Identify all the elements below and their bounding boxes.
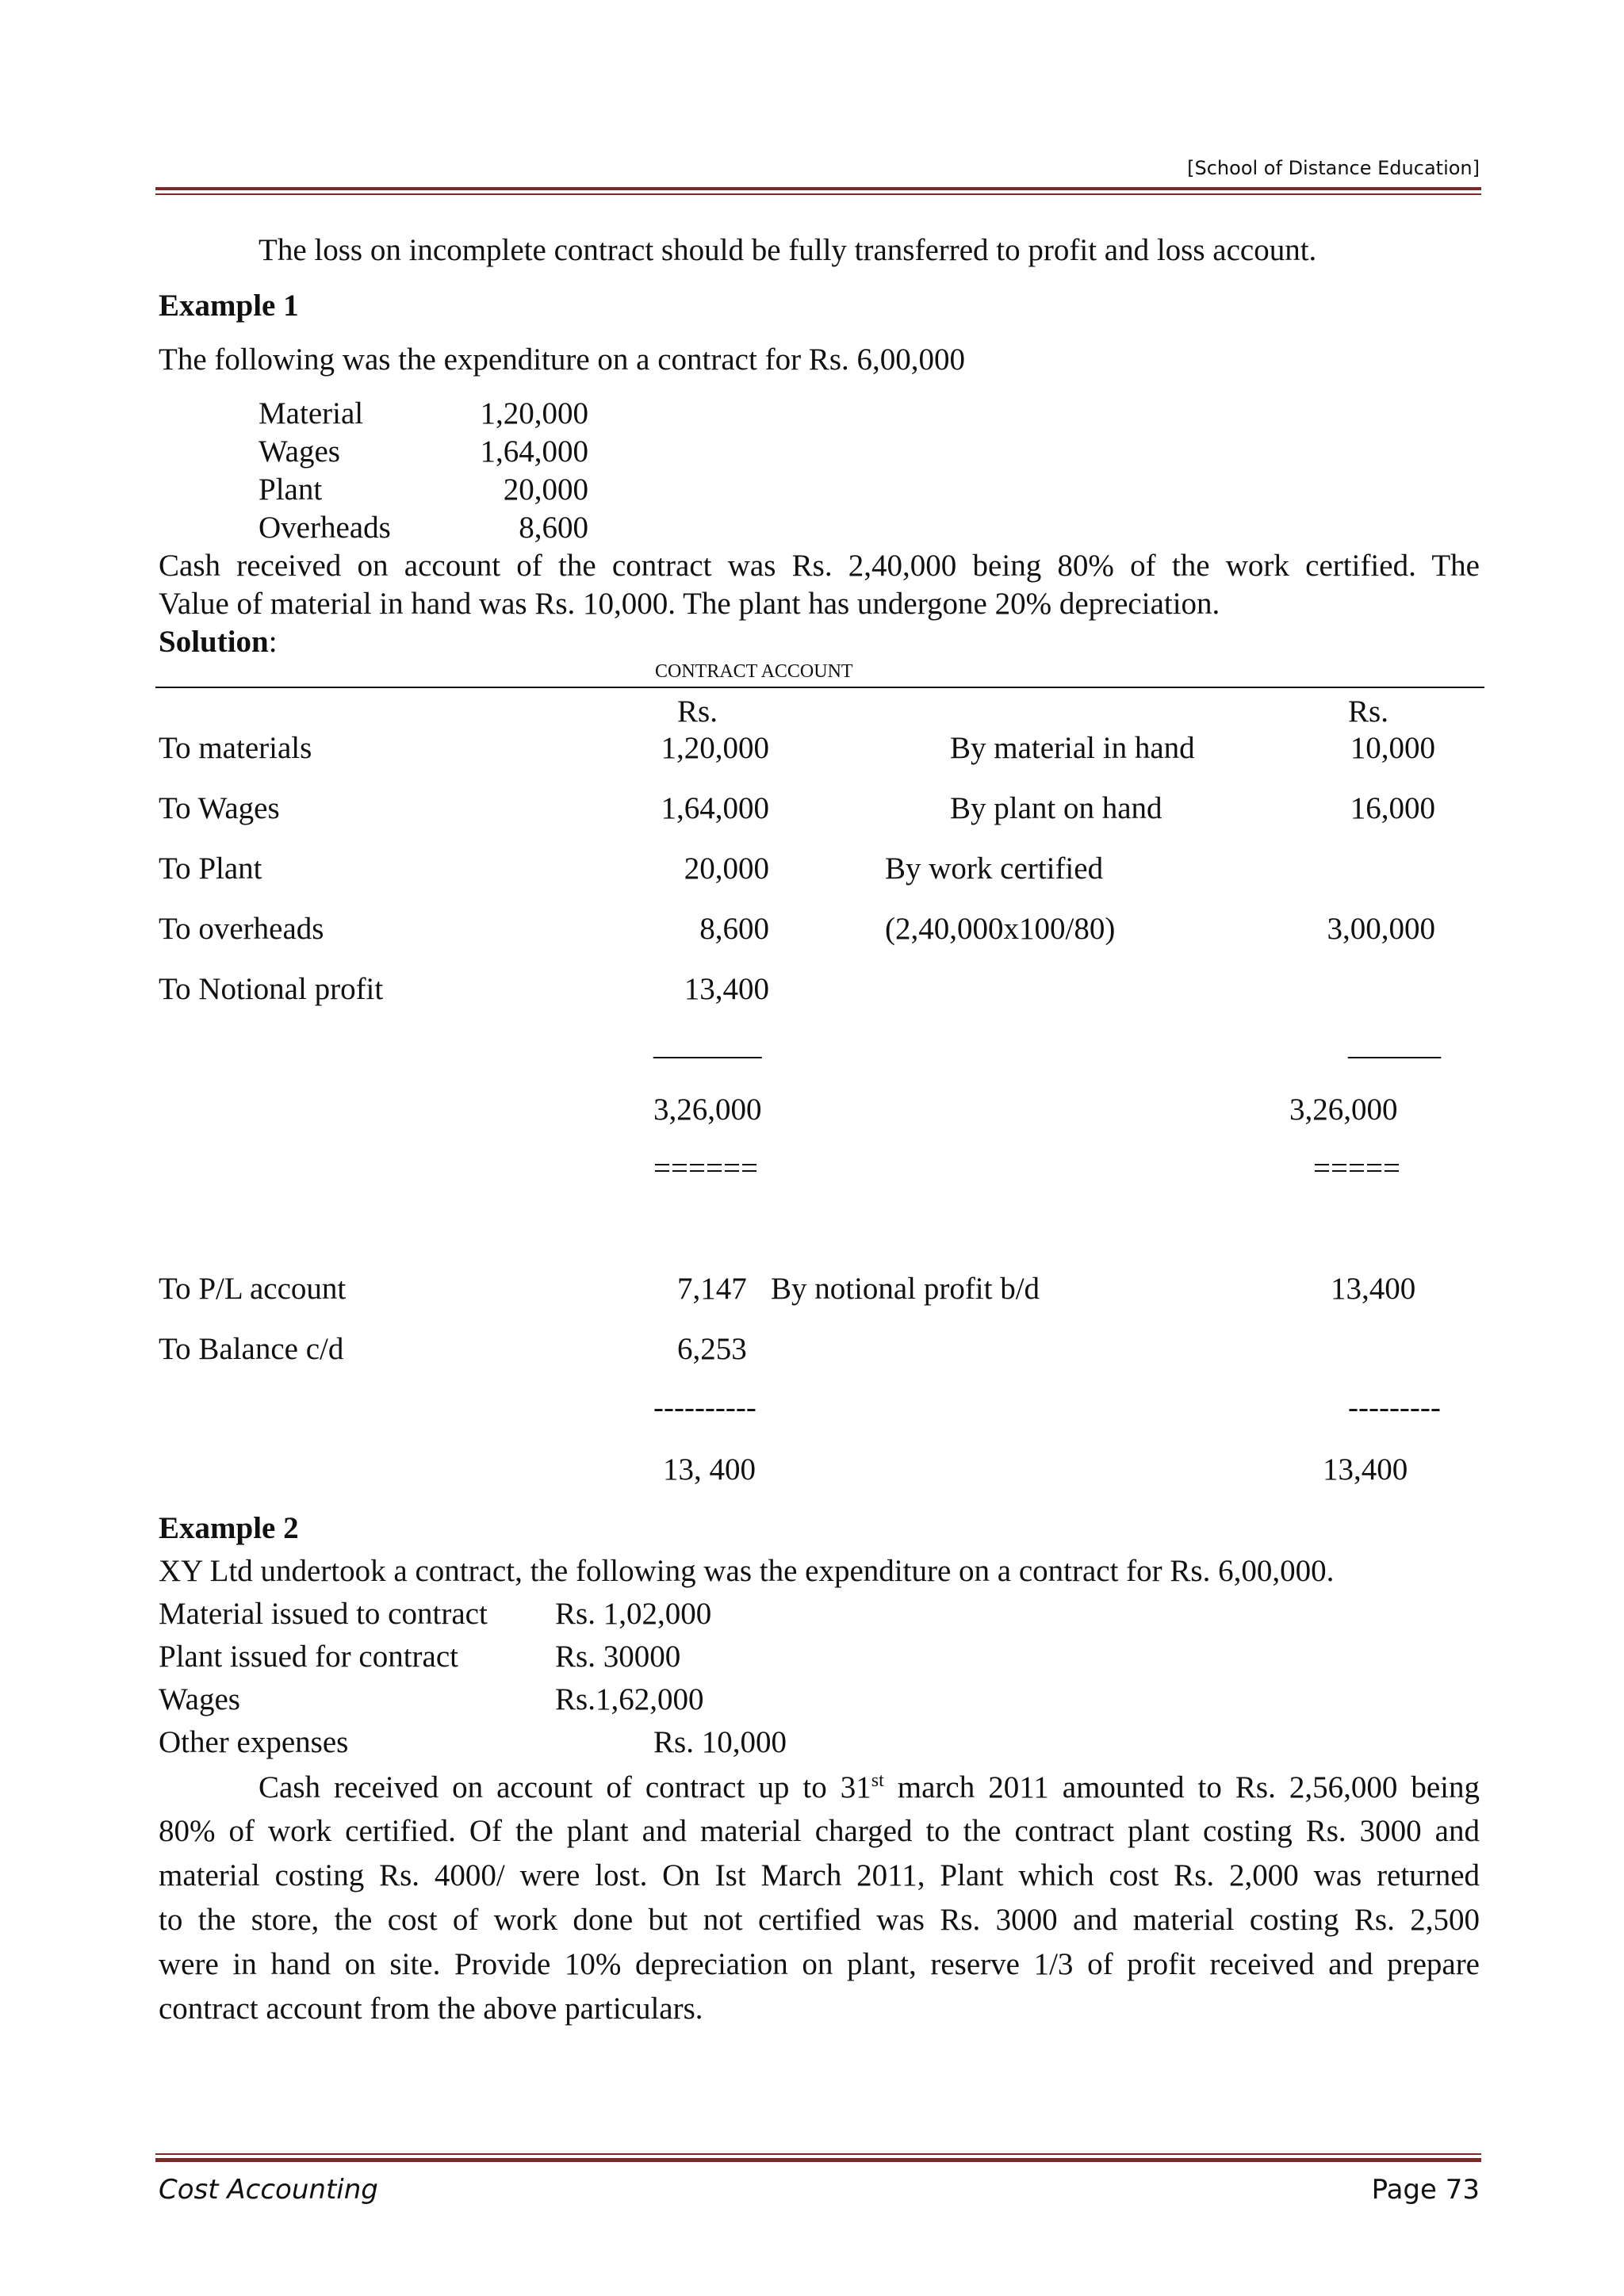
credit-amount: 3,00,000	[1327, 912, 1435, 946]
example2-paragraph-line: contract account from the above particulars.	[159, 1992, 703, 2026]
credit-label: By plant on hand	[950, 791, 1162, 825]
list-item-value: Rs.1,62,000	[555, 1682, 704, 1716]
para-text: march 2011 amounted to Rs. 2,56,000 being	[883, 1770, 1480, 1804]
pl-account-label: To P/L account	[159, 1272, 347, 1306]
debit-amount: 20,000	[684, 851, 769, 886]
rs-header-right: Rs.	[1348, 695, 1388, 729]
list-item-value: 1,64,000	[480, 434, 588, 469]
example1-statement: The following was the expenditure on a contract for Rs. 6,00,000	[159, 342, 965, 377]
underline-right: ______	[1348, 1027, 1441, 1062]
notional-profit-label: By notional profit b/d	[771, 1272, 1040, 1306]
list-item-value: Rs. 30000	[555, 1640, 681, 1674]
pl-account-amount: 7,147	[677, 1272, 747, 1306]
footer-title: Cost Accounting	[159, 2174, 378, 2206]
underline-left: _______	[653, 1027, 762, 1062]
credit-label: By material in hand	[950, 731, 1195, 765]
debit-label: To Plant	[159, 851, 262, 886]
profit-total-right: 13,400	[1323, 1452, 1408, 1487]
list-item-value: 20,000	[503, 473, 588, 507]
list-item-label: Plant issued for contract	[159, 1640, 458, 1674]
list-item-label: Wages	[259, 434, 340, 469]
example2-heading: Example 2	[159, 1511, 299, 1545]
header-rule	[155, 187, 1481, 190]
page-number: Page 73	[1371, 2174, 1480, 2206]
debit-label: To overheads	[159, 912, 324, 946]
total-left: 3,26,000	[653, 1093, 762, 1127]
debit-amount: 8,600	[699, 912, 769, 946]
contract-account-title: CONTRACT ACCOUNT	[655, 661, 853, 682]
debit-label: To Notional profit	[159, 972, 384, 1006]
list-item-label: Material issued to contract	[159, 1597, 488, 1631]
profit-total-left: 13, 400	[663, 1452, 756, 1487]
header-institution: [School of Distance Education]	[1187, 157, 1480, 179]
solution-label	[159, 626, 278, 657]
example2-paragraph-line: were in hand on site. Provide 10% depreciation on plant, reserve 1/3 of profit received and prepare	[159, 1947, 1480, 1981]
contract-account-rule	[155, 687, 1484, 688]
example2-paragraph-line: 80% of work certified. Of the plant and material charged to the contract plant costing Rs. 3000 and	[159, 1814, 1480, 1848]
para-superscript: st	[871, 1770, 884, 1791]
notional-profit-amount: 13,400	[1331, 1272, 1416, 1306]
credit-amount: 10,000	[1350, 731, 1435, 765]
list-item-label: Overheads	[259, 511, 391, 545]
footer-rule	[155, 2158, 1481, 2162]
footer-rule-thin	[155, 2153, 1481, 2155]
list-item-value: Rs. 1,02,000	[555, 1597, 712, 1631]
list-item-value: 1,20,000	[480, 396, 588, 430]
debit-label: To Wages	[159, 791, 280, 825]
balance-cd-amount: 6,253	[677, 1332, 747, 1366]
debit-amount: 1,20,000	[661, 731, 769, 765]
example2-paragraph-line: to the store, the cost of work done but not certified was Rs. 3000 and material costing Rs. 2,500	[159, 1903, 1480, 1937]
list-item-value: 8,600	[519, 511, 588, 545]
example1-paragraph-line: Value of material in hand was Rs. 10,000. The plant has undergone 20% depreciation.	[159, 587, 1220, 621]
double-underline-right: =====	[1313, 1151, 1400, 1185]
dash-line-right: ---------	[1348, 1391, 1441, 1425]
rs-header-left: Rs.	[677, 695, 718, 729]
double-underline-left: ======	[653, 1151, 758, 1185]
example2-paragraph-line	[259, 1771, 1480, 1803]
intro-line: The loss on incomplete contract should be fully transferred to profit and loss account.	[259, 233, 1317, 267]
credit-label: (2,40,000x100/80)	[885, 912, 1116, 946]
solution-colon: :	[268, 625, 278, 659]
example1-paragraph-line: Cash received on account of the contract was Rs. 2,40,000 being 80% of the work certified. The	[159, 549, 1480, 583]
credit-label: By work certified	[885, 851, 1104, 886]
debit-amount: 13,400	[684, 972, 769, 1006]
debit-amount: 1,64,000	[661, 791, 769, 825]
balance-cd-label: To Balance c/d	[159, 1332, 344, 1366]
list-item-label: Plant	[259, 473, 323, 507]
total-right: 3,26,000	[1289, 1093, 1398, 1127]
example1-heading: Example 1	[159, 289, 299, 323]
header-rule-thin	[155, 193, 1481, 195]
list-item-label: Material	[259, 396, 364, 430]
credit-amount: 16,000	[1350, 791, 1435, 825]
dash-line-left: ----------	[653, 1391, 756, 1425]
debit-label: To materials	[159, 731, 312, 765]
example2-paragraph-line: material costing Rs. 4000/ were lost. On Ist March 2011, Plant which cost Rs. 2,000 was returned	[159, 1858, 1480, 1892]
list-item-value: Rs. 10,000	[653, 1725, 787, 1759]
solution-word: Solution	[159, 625, 269, 659]
example2-statement: XY Ltd undertook a contract, the following was the expenditure on a contract for Rs. 6,00,000.	[159, 1554, 1335, 1588]
list-item-label: Other expenses	[159, 1725, 349, 1759]
para-text: Cash received on account of contract up to 31	[259, 1770, 871, 1804]
list-item-label: Wages	[159, 1682, 240, 1716]
